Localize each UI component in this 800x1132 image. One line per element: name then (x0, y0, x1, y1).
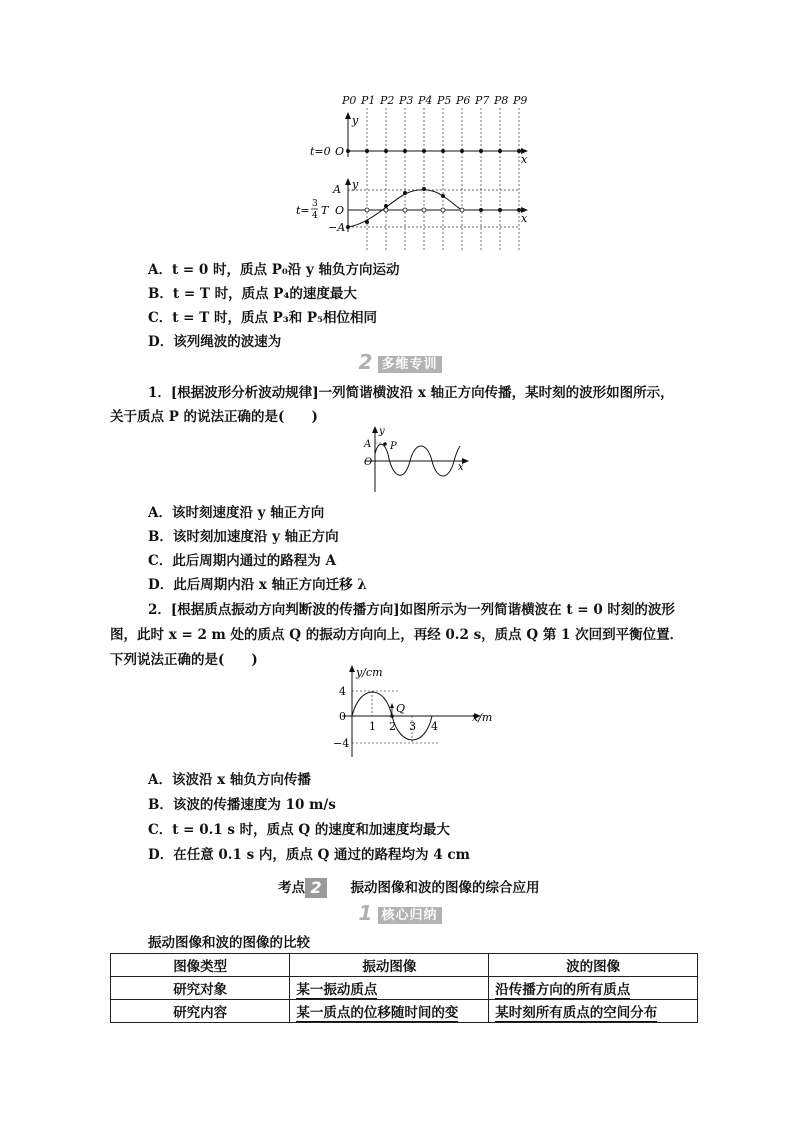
banner-text: 核心归纳 (378, 907, 442, 924)
table-cell: 研究对象 (111, 977, 290, 1000)
table-cell: 研究内容 (111, 1000, 290, 1023)
svg-text:x: x (521, 153, 528, 166)
table-cell (489, 977, 698, 1000)
p-label: P7 (475, 94, 490, 107)
wave-q-figure (330, 662, 500, 762)
svg-text:−4: −4 (333, 737, 350, 750)
svg-text:A: A (364, 439, 372, 450)
q1-option-d[interactable]: D．此后周期内沿 x 轴正方向迁移 λ (148, 577, 367, 593)
svg-text:O: O (335, 145, 345, 158)
svg-text:Q: Q (396, 702, 406, 715)
p-label: P1 (361, 94, 376, 107)
svg-text:4: 4 (339, 685, 346, 698)
svg-text:3: 3 (409, 720, 416, 733)
svg-text:0: 0 (339, 710, 346, 723)
p-label: P6 (456, 94, 471, 107)
svg-text:−A: −A (328, 221, 346, 234)
table-cell (290, 977, 489, 1000)
p-label: P5 (437, 94, 452, 107)
p-label: P3 (399, 94, 414, 107)
svg-text:T: T (321, 204, 329, 217)
kaodian-title: 振动图像和波的图像的综合应用 (350, 880, 540, 896)
svg-text:4: 4 (431, 720, 438, 733)
kaodian-heading (278, 876, 540, 898)
q0-option-d[interactable]: D．该列绳波的波速为 (148, 334, 282, 350)
svg-text:y/cm: y/cm (356, 666, 383, 679)
svg-text:t=: t= (296, 204, 310, 217)
svg-text:P: P (390, 441, 397, 452)
table-header-cell: 波的图像 (489, 954, 698, 977)
section-banner-multidim (320, 350, 480, 372)
p-label: P2 (380, 94, 395, 107)
kaodian-number: 2 (305, 878, 327, 898)
banner-number: 1 (358, 901, 373, 925)
q1-stem: 1．[根据波形分析波动规律]一列简谐横波沿 x 轴正方向传播，某时刻的波形如图所示， (148, 385, 674, 401)
table-title: 振动图像和波的图像的比较 (148, 935, 310, 951)
p-label: P9 (513, 94, 528, 107)
svg-text:1: 1 (369, 720, 376, 733)
table-cell-text: 某时刻所有质点的空间分布 (495, 1005, 658, 1021)
comparison-table (110, 953, 698, 1023)
table-cell-text: 某一振动质点 (296, 982, 378, 998)
banner-number: 2 (358, 350, 373, 374)
q2-option-b[interactable]: B．该波的传播速度为 10 m/s (148, 797, 336, 813)
p-label: P0 (342, 94, 357, 107)
q1-option-c[interactable]: C．此后周期内通过的路程为 A (148, 553, 336, 569)
svg-text:y: y (379, 426, 385, 437)
svg-text:x: x (521, 212, 528, 225)
p-label: P4 (418, 94, 433, 107)
svg-text:x: x (458, 462, 464, 473)
svg-text:2: 2 (389, 720, 396, 733)
svg-text:x/m: x/m (472, 711, 493, 724)
q0-option-c[interactable]: C．t = T 时，质点 P₃和 P₅相位相同 (148, 310, 377, 326)
table-cell-text: 某一质点的位移随时间的变 (296, 1005, 459, 1021)
svg-text:y: y (352, 178, 359, 191)
p-label: P8 (494, 94, 509, 107)
q1-stem: 关于质点 P 的说法正确的是( ) (110, 409, 318, 425)
q1-option-b[interactable]: B．该时刻加速度沿 y 轴正方向 (148, 529, 339, 545)
table-cell (290, 1000, 489, 1023)
table-header-cell: 图像类型 (111, 954, 290, 977)
svg-text:4: 4 (312, 211, 318, 221)
svg-text:A: A (333, 183, 341, 196)
section-banner-core (320, 901, 480, 923)
wave-p-figure (360, 424, 470, 494)
q2-option-a[interactable]: A．该波沿 x 轴负方向传播 (148, 772, 311, 788)
rope-wave-figure (290, 92, 540, 257)
q2-stem: 下列说法正确的是( ) (110, 652, 258, 668)
q2-stem: 2．[根据质点振动方向判断波的传播方向]如图所示为一列简谐横波在 t = 0 时刻的波形 (148, 602, 675, 618)
kaodian-prefix: 考点 (278, 880, 305, 896)
table-cell (489, 1000, 698, 1023)
svg-text:O: O (364, 457, 373, 468)
svg-text:t=0: t=0 (310, 145, 331, 158)
table-cell-text: 沿传播方向的所有质点 (495, 982, 631, 998)
q0-option-b[interactable]: B．t = T 时，质点 P₄的速度最大 (148, 286, 357, 302)
q0-option-a[interactable]: A．t = 0 时，质点 P₀沿 y 轴负方向运动 (148, 262, 400, 278)
svg-text:y: y (352, 114, 359, 127)
svg-text:O: O (335, 204, 345, 217)
q2-option-c[interactable]: C．t = 0.1 s 时，质点 Q 的速度和加速度均最大 (148, 822, 450, 838)
table-header-cell: 振动图像 (290, 954, 489, 977)
table-header-row (111, 954, 698, 977)
banner-text: 多维专训 (378, 356, 442, 373)
svg-text:3: 3 (312, 199, 318, 209)
q2-stem: 图，此时 x = 2 m 处的质点 Q 的振动方向向上，再经 0.2 s，质点 Q 第 1 次回到平衡位置． (110, 627, 684, 643)
table-row (111, 977, 698, 1000)
q1-option-a[interactable]: A．该时刻速度沿 y 轴正方向 (148, 505, 325, 521)
q2-option-d[interactable]: D．在任意 0.1 s 内，质点 Q 通过的路程均为 4 cm (148, 847, 470, 863)
table-row (111, 1000, 698, 1023)
